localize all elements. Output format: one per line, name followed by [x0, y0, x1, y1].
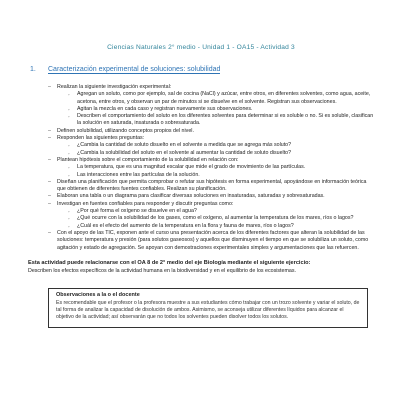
activity-subitem: ◦ ¿Por qué forma el oxígeno se disuelve en el agua?: [68, 208, 374, 215]
activity-subitem: ◦ La temperatura, que es una magnitud escalar que mide el grado de movimiento de las partículas.: [68, 164, 374, 171]
activity-sublist: [57, 142, 374, 157]
activity-subitem: ◦ Las interacciones entre las partículas de la solución.: [68, 172, 374, 179]
activity-item: [48, 84, 374, 128]
activity-item: [48, 135, 374, 157]
activity-text: Con el apoyo de las TIC, exponen ante el curso una presentación acerca de los diferentes factores que alteran la solubilidad de las soluciones: temperatura y presión (para solutos gaseosos) y aquellos que disminuyen el tiempo en que se solubiliza un soluto, como agitación y estado de agregación. Se apoyan con demostraciones experimentales simples y argumentaciones que las refuercen.: [57, 229, 369, 251]
activity-item: [48, 201, 374, 230]
activity-subitem: ◦ Describen el comportamiento del soluto en los diferentes solventes para determinar si es soluble o no. Si es soluble, clasifican la solución en saturada, insaturada o sobresaturada.: [68, 113, 374, 128]
activity-subitem: ◦ Agregan un soluto, como por ejemplo, sal de cocina (NaCl) y azúcar, entre otros, en diferentes solventes, como agua, aceite, acetona, entre otros, y observan un par de minutos si se disuelve en el solvente. Registran sus observaciones.: [68, 91, 374, 106]
activity-text: Responden las siguientes preguntas:: [57, 135, 145, 142]
activity-item: [48, 157, 374, 179]
observations-text: Es recomendable que el profesor o la profesora muestre a sus estudiantes cómo trabajar con un trozo solvente y variar el soluto, de tal forma de analizar la capacidad de disolución de ambos. Asimismo, se aconseja utilizar diferentes líquidos para alcanzar el objetivo de la actividad; así observarán que no todos los solventes pueden disolver todos los solutos.: [56, 299, 360, 321]
observations-box: [48, 288, 368, 329]
activity-subitem: ◦ Agitan la mezcla en cada caso y registran nuevamente sus observaciones.: [68, 106, 374, 113]
activity-sublist: [57, 208, 374, 230]
objective-description: Describen los efectos específicos de la actividad humana en la biodiversidad y en el equilibrio de los ecosistemas.: [28, 268, 296, 275]
activity-subitem: ◦ ¿Cambia la cantidad de soluto disuelto en el solvente a medida que se agrega más soluto?: [68, 142, 374, 149]
activity-text: Plantean hipótesis sobre el comportamiento de la solubilidad en relación con:: [57, 156, 239, 163]
activity-item: [48, 128, 374, 135]
activity-item: [48, 230, 374, 252]
activity-list: [28, 84, 374, 252]
section-title: [28, 66, 374, 78]
document-header: Ciencias Naturales 2° medio - Unidad 1 - OA15 - Actividad 3: [107, 44, 295, 51]
activity-sublist: [57, 164, 374, 179]
activity-subitem: ◦ ¿Cuál es el efecto del aumento de la temperatura en la flora y fauna de mares, ríos o lagos?: [68, 223, 374, 230]
observations-title: Observaciones a la o el docente: [56, 291, 140, 298]
activity-item: [48, 179, 374, 194]
activity-sublist: [57, 91, 374, 127]
activity-subitem: ◦ ¿Qué ocurre con la solubilidad de los gases, como el oxígeno, al aumentar la temperatura de los mares, ríos o lagos?: [68, 215, 374, 222]
section-number: 1.: [30, 66, 36, 73]
activity-text: Realizan la siguiente investigación experimental:: [57, 84, 172, 90]
activity-text: Diseñan una planificación que permita comprobar o refutar sus hipótesis en forma experimental, apoyándose en información teórica que obtienen de diferentes fuentes confiables. Realizan su planificación.: [57, 178, 367, 193]
section-heading: Caracterización experimental de soluciones: solubilidad: [48, 66, 221, 73]
activity-text: Definen solubilidad, utilizando conceptos propios del nivel.: [57, 127, 194, 134]
activity-item: [48, 193, 374, 200]
activity-subitem: ◦ ¿Cambia la solubilidad del soluto en el solvente al aumentar la cantidad de soluto disuelto?: [68, 150, 374, 157]
activity-text: Investigan en fuentes confiables para responder y discutir preguntas como:: [57, 200, 234, 207]
activity-text: Elaboran una tabla o un diagrama para clasificar diversas soluciones en insaturadas, saturadas y sobresaturadas.: [57, 193, 325, 200]
objective-link: Esta actividad puede relacionarse con el OA 8 de 2° medio del eje Biología mediante el siguiente ejercicio:: [28, 259, 311, 266]
